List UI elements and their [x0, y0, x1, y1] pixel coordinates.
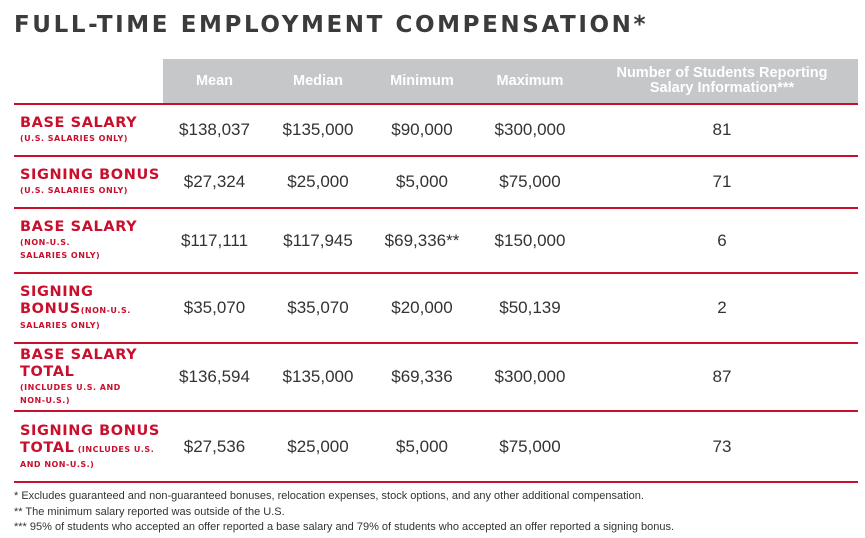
table-row — [14, 412, 858, 483]
row-label — [14, 157, 163, 207]
cell-maximum: $75,000 — [499, 172, 561, 191]
header-count — [586, 59, 858, 103]
row-label-text: BASE SALARY — [20, 347, 138, 363]
cell-count: 71 — [712, 172, 732, 191]
row-label-text: TOTAL — [20, 364, 75, 380]
row-label-text: TOTAL — [20, 439, 75, 456]
row-label-qualifier: (INCLUDES U.S. — [74, 444, 155, 454]
header-maximum: Maximum — [496, 72, 564, 89]
cell-mean: $136,594 — [179, 367, 250, 386]
row-label-main — [20, 364, 163, 381]
table-body — [14, 103, 858, 483]
footnote-3: *** 95% of students who accepted an offer reported a base salary and 79% of students who accepted an offer reported a signing bonus. — [14, 521, 675, 533]
row-label — [14, 412, 163, 481]
page-title: FULL-TIME EMPLOYMENT COMPENSATION* — [14, 12, 649, 38]
footnote-2: ** The minimum salary reported was outside of the U.S. — [14, 505, 285, 518]
row-label-sub: (NON-U.S. — [20, 238, 71, 247]
footnotes — [14, 489, 674, 536]
cell-maximum: $300,000 — [494, 120, 566, 139]
row-label-sub: AND NON-U.S.) — [20, 459, 95, 469]
cell-median: $135,000 — [282, 367, 354, 386]
cell-mean: $138,037 — [179, 120, 250, 139]
cell-count: 6 — [717, 230, 727, 250]
header-mean: Mean — [195, 72, 234, 89]
cell-median: $25,000 — [287, 436, 349, 456]
cell-mean: $27,536 — [183, 436, 246, 456]
row-label-qualifier: (NON-U.S. — [80, 306, 131, 315]
cell-median: $135,000 — [282, 120, 354, 139]
cell-count: 81 — [712, 120, 732, 139]
row-label-text: BASE SALARY — [20, 219, 138, 235]
row-label-main — [20, 301, 163, 319]
row-label-sub: (U.S. SALARIES ONLY) — [20, 134, 128, 143]
header-count-line1: Number of Students Reporting — [616, 65, 828, 81]
cell-count: 73 — [712, 436, 732, 456]
row-label-text: SIGNING BONUS — [20, 167, 160, 183]
cell-minimum: $5,000 — [396, 436, 448, 456]
cell-minimum: $90,000 — [391, 120, 453, 139]
cell-count: 87 — [712, 367, 732, 386]
table-row — [14, 105, 858, 157]
row-label — [14, 105, 163, 155]
cell-minimum: $5,000 — [396, 172, 448, 191]
cell-median: $25,000 — [287, 172, 349, 191]
row-label-main — [20, 167, 163, 184]
table-row — [14, 209, 858, 274]
cell-mean: $35,070 — [183, 298, 246, 317]
cell-maximum: $50,139 — [499, 298, 561, 317]
cell-median: $35,070 — [287, 298, 349, 317]
footnote-1: * Excludes guaranteed and non-guaranteed bonuses, relocation expenses, stock options, and any other additional compensation. — [14, 490, 644, 502]
cell-count: 2 — [717, 298, 727, 317]
row-label — [14, 344, 163, 410]
row-label-sub: SALARIES ONLY) — [20, 321, 101, 330]
cell-mean: $27,324 — [183, 172, 246, 191]
cell-maximum: $75,000 — [499, 436, 561, 456]
row-label-text: SIGNING BONUS — [20, 422, 160, 439]
row-label-sub: NON-U.S.) — [20, 396, 71, 405]
row-label-main — [20, 347, 163, 364]
table-row — [14, 344, 858, 412]
header-median: Median — [293, 72, 343, 89]
cell-minimum: $69,336 — [391, 367, 453, 386]
row-label-sub: SALARIES ONLY) — [20, 251, 101, 260]
row-label-main — [20, 219, 163, 236]
row-label — [14, 274, 163, 342]
row-label-main — [20, 423, 163, 440]
table-row — [14, 274, 858, 344]
row-label-text: BONUS — [20, 301, 81, 317]
row-label-sub: (INCLUDES U.S. AND — [20, 383, 121, 392]
row-label-sub: (U.S. SALARIES ONLY) — [20, 186, 128, 195]
table-header — [163, 59, 858, 103]
cell-minimum: $69,336** — [384, 230, 460, 250]
cell-median: $117,945 — [283, 230, 353, 250]
row-label-main — [20, 115, 163, 132]
row-label — [14, 209, 163, 272]
cell-mean: $117,111 — [180, 230, 249, 250]
row-label-text: BASE SALARY — [20, 115, 138, 131]
row-label-text: SIGNING — [20, 284, 94, 300]
table-row — [14, 157, 858, 209]
cell-maximum: $150,000 — [494, 230, 566, 250]
row-label-main — [20, 284, 163, 301]
row-label-main — [20, 440, 163, 458]
header-minimum: Minimum — [390, 72, 454, 89]
cell-maximum: $300,000 — [494, 367, 566, 386]
header-count-line2: Salary Information*** — [649, 80, 795, 96]
cell-minimum: $20,000 — [391, 298, 453, 317]
